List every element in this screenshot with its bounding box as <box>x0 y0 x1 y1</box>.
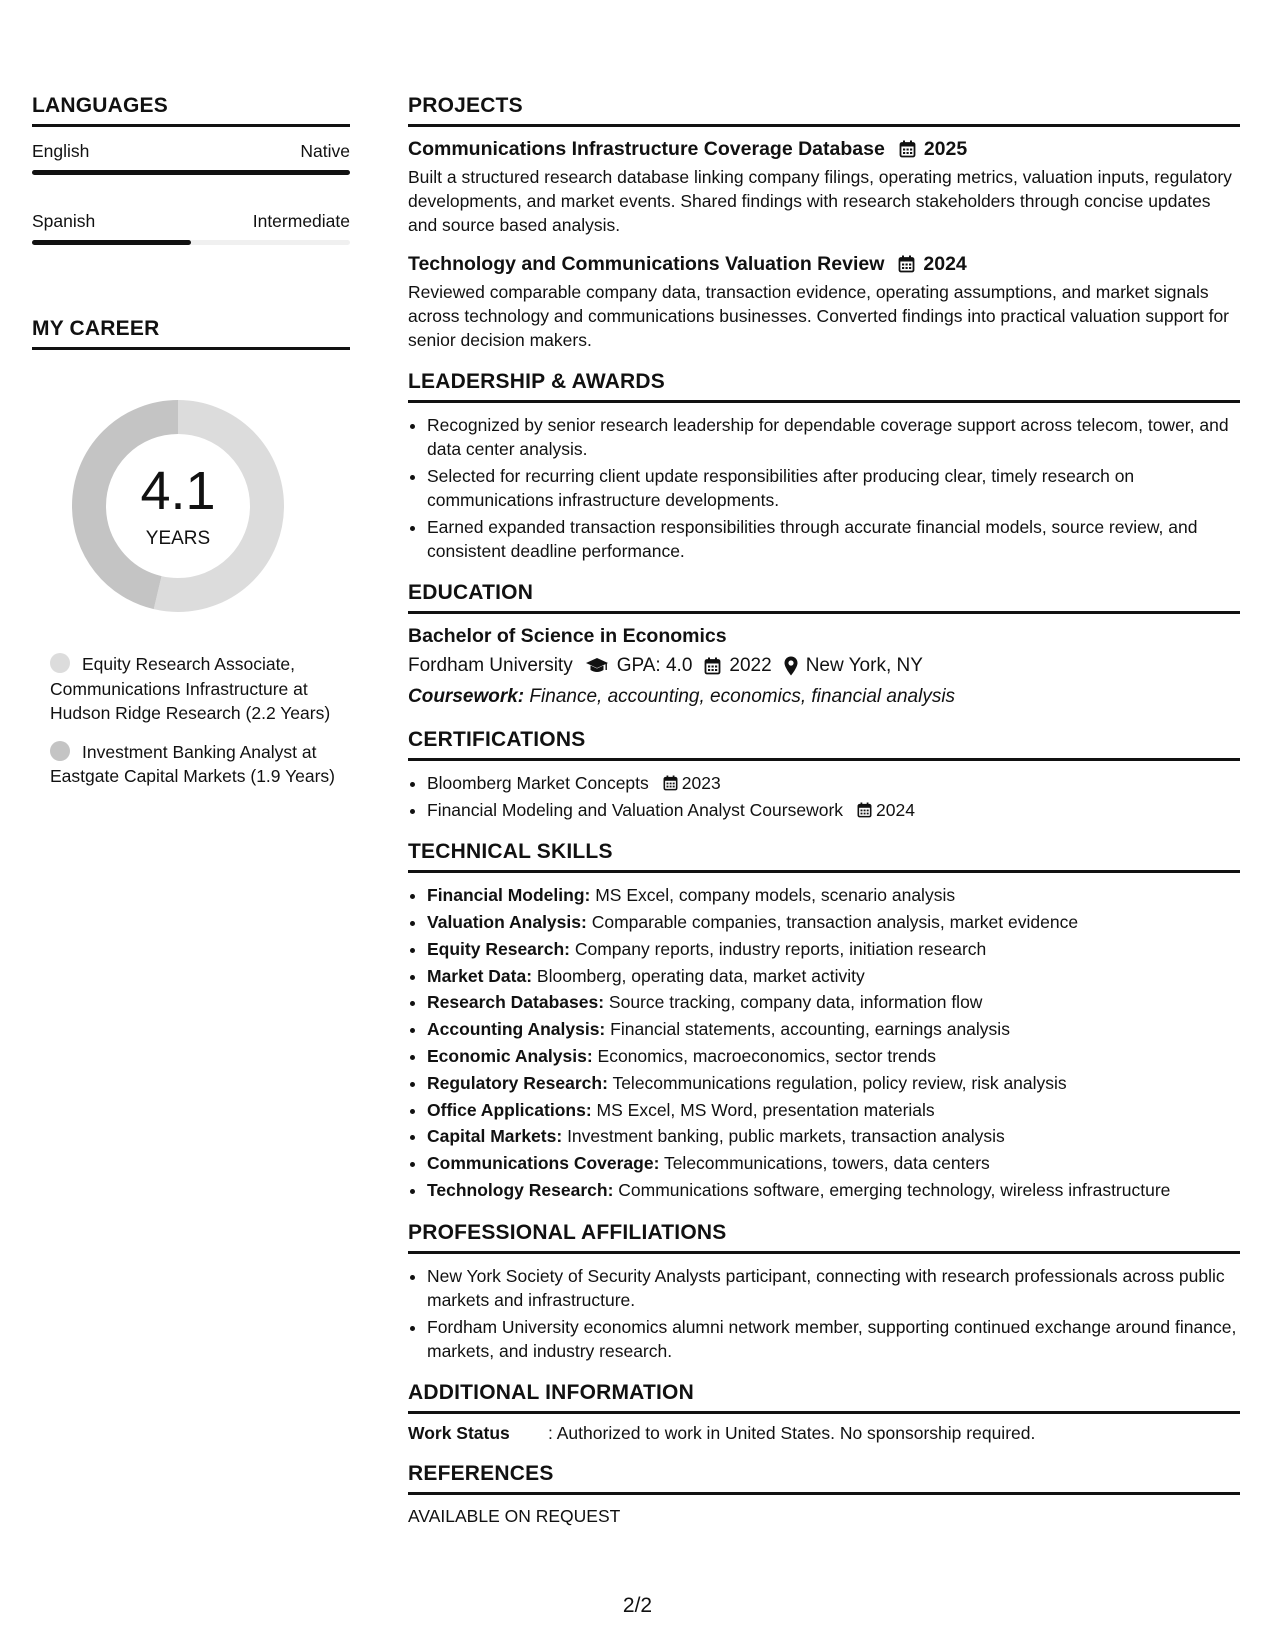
language-name: English <box>32 141 90 161</box>
calendar-icon <box>704 657 721 675</box>
affiliations-list <box>408 1264 1240 1363</box>
language-name: Spanish <box>32 211 96 231</box>
skill-value: Telecommunications regulation, policy review, risk analysis <box>612 1072 1067 1093</box>
leadership-item: • Recognized by senior research leadership for dependable coverage support across telecom, tower, and data center analysis. <box>427 413 1240 461</box>
affiliation-item: • Fordham University economics alumni network member, supporting continued exchange around finance, markets, and industry research. <box>427 1315 1240 1363</box>
certification-year: 2024 <box>876 799 915 820</box>
language-level: Intermediate <box>252 211 350 231</box>
affiliation-item: • New York Society of Security Analysts participant, connecting with research professionals across public markets and infrastructure. <box>427 1264 1240 1312</box>
skill-value: Company reports, industry reports, initiation research <box>574 938 987 959</box>
certification-item <box>427 798 1240 823</box>
project-name: Technology and Communications Valuation Review <box>408 253 885 275</box>
coursework-label: Coursework: <box>408 686 525 707</box>
skill-label: Technology Research: <box>427 1180 614 1201</box>
skill-item <box>427 1151 1240 1176</box>
language-bar <box>32 170 350 175</box>
skill-label: Market Data: <box>427 965 533 986</box>
language-item <box>32 211 350 245</box>
project-item <box>408 136 1240 237</box>
education-location: New York, NY <box>805 655 923 676</box>
project-name: Communications Infrastructure Coverage Database <box>408 138 885 160</box>
education-coursework <box>408 684 1240 710</box>
education-title: EDUCATION <box>408 581 1240 614</box>
certification-year: 2023 <box>681 773 721 793</box>
certification-name: • Bloomberg Market Concepts <box>427 773 649 793</box>
skill-label: Regulatory Research: <box>427 1072 608 1093</box>
career-years-unit: YEARS <box>145 528 211 549</box>
skill-item <box>427 990 1240 1015</box>
page-number: 2/2 <box>622 1594 653 1617</box>
skill-item <box>427 910 1240 935</box>
certification-item <box>427 771 1240 796</box>
location-pin-icon <box>784 656 798 676</box>
leadership-list <box>408 413 1240 563</box>
career-legend <box>32 652 350 789</box>
education-school: Fordham University <box>408 655 573 676</box>
project-description: Reviewed comparable company data, transaction evidence, operating assumptions, and market signals across technology and communications businesses. Converted findings into practical valuation support for senior decision makers. <box>408 282 1230 350</box>
coursework-value: Finance, accounting, economics, financial analysis <box>529 686 956 707</box>
language-level: Native <box>300 141 350 161</box>
skill-value: MS Excel, MS Word, presentation materials <box>596 1099 935 1120</box>
skill-item <box>427 1178 1240 1203</box>
skills-list <box>408 883 1240 1202</box>
projects-section <box>408 94 1240 352</box>
skill-item <box>427 883 1240 908</box>
skill-item <box>427 937 1240 962</box>
certification-name: • Financial Modeling and Valuation Analyst Coursework <box>427 799 844 820</box>
skills-section <box>408 840 1240 1202</box>
skill-label: Research Databases: <box>427 992 605 1013</box>
skill-item <box>427 1124 1240 1149</box>
project-description: Built a structured research database linking company filings, operating metrics, valuation inputs, regulatory developments, and market events. Shared findings with research stakeholders through concise updates and source based analysis. <box>408 167 1232 235</box>
calendar-icon <box>899 140 916 158</box>
certifications-list <box>408 771 1240 822</box>
certifications-section <box>408 728 1240 822</box>
skill-label: Accounting Analysis: <box>427 1019 606 1040</box>
skill-label: Communications Coverage: <box>427 1153 660 1174</box>
left-column <box>32 94 350 803</box>
skill-label: Equity Research: <box>427 938 570 959</box>
skill-value: Telecommunications, towers, data centers <box>663 1153 990 1174</box>
additional-info-title: ADDITIONAL INFORMATION <box>408 1381 1240 1414</box>
legend-dot <box>50 653 70 673</box>
skill-item <box>427 964 1240 989</box>
skill-value: Communications software, emerging technology, wireless infrastructure <box>618 1180 1171 1201</box>
skill-label: Office Applications: <box>427 1099 592 1120</box>
leadership-title: LEADERSHIP & AWARDS <box>408 370 1240 403</box>
references-text: AVAILABLE ON REQUEST <box>408 1505 621 1526</box>
education-details <box>408 653 1240 679</box>
education-degree: Bachelor of Science in Economics <box>408 625 727 647</box>
leadership-item: • Earned expanded transaction responsibilities through accurate financial models, source review, and consistent deadline performance. <box>427 515 1240 563</box>
work-status-row <box>408 1423 1240 1444</box>
skill-item <box>427 1017 1240 1042</box>
calendar-icon <box>898 255 915 273</box>
career-legend-item <box>50 740 340 789</box>
career-legend-label: Investment Banking Analyst at Eastgate Capital Markets (1.9 Years) <box>50 741 336 786</box>
right-column <box>408 94 1240 1545</box>
skill-label: Economic Analysis: <box>427 1046 593 1067</box>
skill-value: Economics, macroeconomics, sector trends <box>597 1046 936 1067</box>
skill-value: Bloomberg, operating data, market activity <box>536 965 865 986</box>
career-donut-chart <box>66 394 290 618</box>
references-title: REFERENCES <box>408 1462 1240 1495</box>
work-status-label: Work Status <box>408 1422 510 1443</box>
graduation-cap-icon <box>585 657 609 675</box>
language-bar-fill <box>32 170 350 175</box>
skill-item <box>427 1098 1240 1123</box>
languages-title: LANGUAGES <box>32 94 350 127</box>
skill-value: Investment banking, public markets, transaction analysis <box>567 1126 1005 1147</box>
affiliations-title: PROFESSIONAL AFFILIATIONS <box>408 1221 1240 1254</box>
calendar-icon <box>857 802 872 818</box>
skill-label: Valuation Analysis: <box>427 912 587 933</box>
education-year: 2022 <box>729 655 772 676</box>
language-bar <box>32 240 350 245</box>
skill-value: MS Excel, company models, scenario analysis <box>595 885 956 906</box>
career-legend-item <box>50 652 340 726</box>
languages-section <box>32 94 350 245</box>
projects-title: PROJECTS <box>408 94 1240 127</box>
skill-label: Financial Modeling: <box>427 885 591 906</box>
career-title: MY CAREER <box>32 317 350 350</box>
education-section <box>408 581 1240 710</box>
skills-title: TECHNICAL SKILLS <box>408 840 1240 873</box>
skill-label: Capital Markets: <box>427 1126 563 1147</box>
career-section <box>32 317 350 789</box>
affiliations-section <box>408 1221 1240 1363</box>
skill-item <box>427 1071 1240 1096</box>
leadership-section <box>408 370 1240 563</box>
language-item <box>32 141 350 175</box>
references-section <box>408 1462 1240 1527</box>
project-item <box>408 251 1240 352</box>
skill-value: Source tracking, company data, information flow <box>608 992 983 1013</box>
project-year: 2025 <box>923 138 968 160</box>
additional-info-section <box>408 1381 1240 1444</box>
skill-item <box>427 1044 1240 1069</box>
language-bar-fill <box>32 240 191 245</box>
skill-value: Financial statements, accounting, earnings analysis <box>610 1019 1010 1040</box>
work-status-value: : Authorized to work in United States. No sponsorship required. <box>548 1422 1036 1443</box>
project-year: 2024 <box>923 253 967 275</box>
career-legend-label: Equity Research Associate, Communications Infrastructure at Hudson Ridge Research (2.2 Years) <box>50 654 331 723</box>
education-gpa: GPA: 4.0 <box>616 655 693 676</box>
certifications-title: CERTIFICATIONS <box>408 728 1240 761</box>
calendar-icon <box>663 775 678 791</box>
leadership-item: • Selected for recurring client update responsibilities after producing clear, timely research on communications infrastructure developments. <box>427 464 1240 512</box>
legend-dot <box>50 741 70 761</box>
skill-value: Comparable companies, transaction analysis, market evidence <box>591 912 1079 933</box>
career-total-years: 4.1 <box>140 461 216 521</box>
